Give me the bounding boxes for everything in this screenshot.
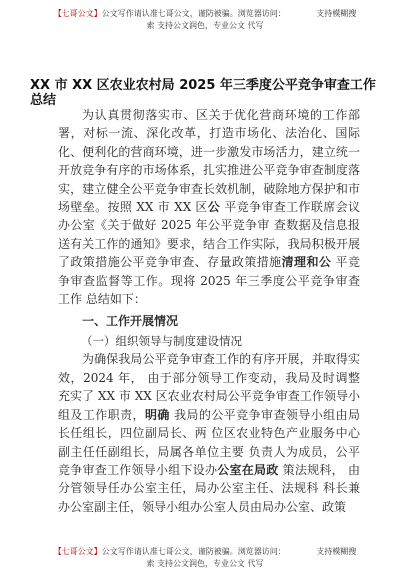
banner-brand: 【七哥公文】 xyxy=(53,9,102,18)
document-title: XX 市 XX 区农业农村局 2025 年三季度公平竞争审查工作总结 xyxy=(30,78,376,108)
section-heading: 一、工作开展情况 xyxy=(82,314,179,329)
paragraph-organization: 为确保我局公平竞争审查工作的有序开展，并取得实效，2024 年， 由于部分领导工作变动，我局及时调整充实了 XX 市 XX 区农业农村局公平竞争审查工作领导小组及工作职责，明确 我局的公平竞争审查领导小组由局长任组长，四位副局长、两 位区农业特色产业服务中心副主任任副组长，局属各单位主要 负责人为成员，公平竞争审查工作领导小组下设办公室在局政 策法规科， 由分管领导任办公室主任，局办公室主任、法规科 科长兼办公室副主任，领导小组办公室人员由局办公室、政策 xyxy=(58,352,360,514)
banner-line1: 公文写作请认准七哥公文，谨防被骗。浏览器访问： xyxy=(101,9,286,18)
header-banner xyxy=(0,8,410,32)
subsection-heading: （一）组织领导与制度建设情况 xyxy=(81,334,242,349)
document-body xyxy=(58,106,360,516)
banner-brand: 【七哥公文】 xyxy=(53,547,102,556)
bold-text: 公 xyxy=(207,200,221,215)
paragraph-intro: 为认真贯彻落实市、区关于优化营商环境的工作部署，对标一流、深化改革，打造市场化、法治化、国际化、便利化的营商环境，进一步激发市场活力，建立统一开放竞争有序的市场体系，扎实推进公平竞争审查制度落实，建立健全公平竞争审查长效机制，破除地方保护和市场壁垒。按照 XX 市 XX 区公 平竞争审查工作联席会议办公室《关于做好 2025 年公平竞争审 查数据及信息报送有关工作的通知》要求，结合工作实际，我局积极开展了政策措施公平竞争审查、存量政策措施清理和公 平竞争审查监督等工作。现将 2025 年三季度公平竞争审查工作 总结如下： xyxy=(58,108,360,307)
banner-support: 支持模糊搜 xyxy=(316,9,357,18)
bold-text: 清理和公 xyxy=(281,255,332,270)
banner-line2: 索 支持公文润色，专业公文 代写 xyxy=(146,559,264,568)
banner-line2: 索 支持公文润色，专业公文 代写 xyxy=(146,21,264,30)
banner-support: 支持模糊搜 xyxy=(316,547,357,556)
footer-banner xyxy=(0,546,410,570)
banner-line1: 公文写作请认准七哥公文，谨防被骗。浏览器访问： xyxy=(101,547,286,556)
bold-text: 明确 xyxy=(144,407,170,422)
bold-text: 公室在局政 xyxy=(217,462,279,477)
